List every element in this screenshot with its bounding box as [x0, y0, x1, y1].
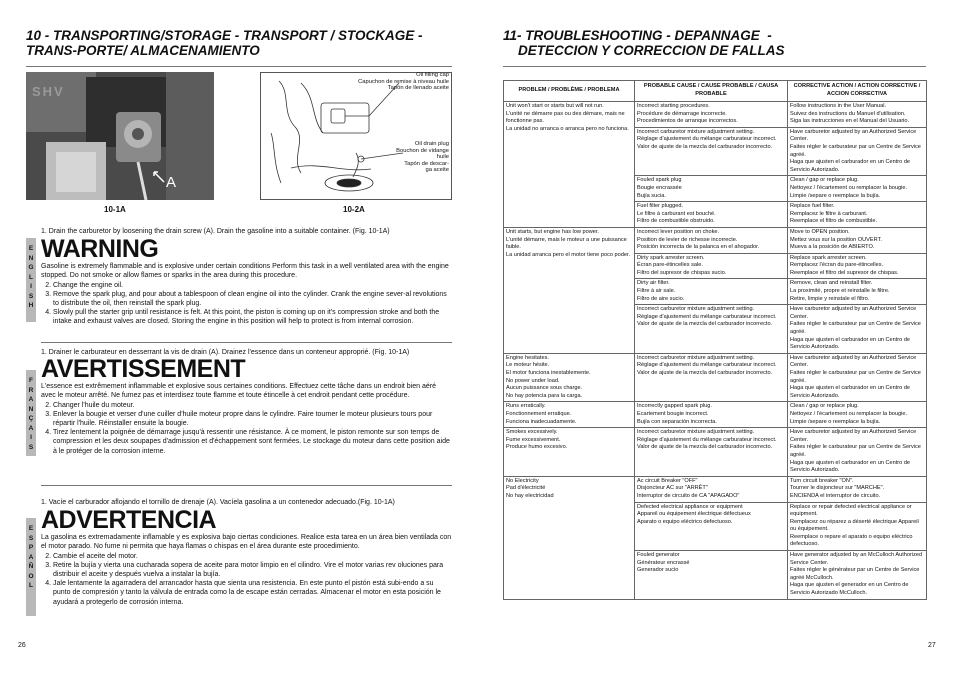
french-spanish-divider [41, 485, 452, 486]
lang-tab-spanish: E S P A Ñ O L [26, 518, 36, 616]
table-row [504, 402, 927, 428]
spanish-steps-list [41, 552, 452, 607]
problem-cell: Unit starts, but engine has low power. L'unité démarre, mais le moteur a une puissance faible. La unidad arranca pero el motor tiene poco poder. [504, 227, 635, 353]
spanish-warning-title: ADVERTENCIA [41, 506, 217, 535]
lang-tab-english: E N G L I S H [26, 238, 36, 322]
cause-cell: Incorrect starting procedures. Procédure de démarrage incorrecte. Procedimientos de arranque incorrectos. [635, 102, 788, 128]
french-warning-title: AVERTISSEMENT [41, 355, 246, 384]
action-cell: Turn circuit breaker "ON". Tourner le disjoncteur sur "MARCHE". ENCIENDA el interruptor de circuito. [788, 476, 927, 502]
cause-cell: Incorrectly gapped spark plug. Ecartement bougie incorrect. Bujía con separación incorrecta. [635, 402, 788, 428]
problem-cell: Runs erratically. Fonctionnement erratique. Funciona inadecuadamente. [504, 402, 635, 428]
french-warning-text: L'essence est extrêmement inflammable et explosive sous certaines conditions. Effectuez cette tâche dans un endroit bien aéré avec le moteur arrêté. Ne fumez pas et interdisez toute flamme et toute étincelle à cet endroit pendant cette procédure. [41, 383, 436, 400]
cause-cell: Incorrect carburetor mixture adjustment setting. Réglage d'ajustement du mélange carburateur incorrect. Valor de ajuste de la mezcla del carburador incorrecto. [635, 353, 788, 402]
cause-cell: Defected electrical appliance or equipment Appareil ou équipement électrique défectueux Aparato o equipo eléctrico defectuoso. [635, 502, 788, 551]
table-row [504, 428, 927, 477]
figure-10-1a-caption: 10-1A [104, 205, 126, 214]
table-row [504, 227, 927, 253]
english-step-2: 2. Change the engine oil. [53, 281, 452, 290]
problem-cell: Unit won't start or starts but will not run. L'unité ne démarre pas ou des démare, mais ne fonctionne pas. La unidad no arranca o arranca pero no funciona. [504, 102, 635, 228]
english-section [41, 227, 452, 327]
troubleshooting-table-container [503, 80, 926, 600]
action-cell: Have carburetor adjusted by an Authorized Service Center. Faites régler le carburateur par un Centre de Service agréé. Haga que ajusten el carburador en un Centro de Servicio Autorizado. [788, 353, 927, 402]
right-page-number: 27 [928, 642, 936, 649]
english-steps-list [41, 281, 452, 327]
french-step-2: 2. Changer l'huile du moteur. [53, 401, 452, 410]
left-heading-rule [26, 66, 452, 67]
spanish-step-3: 3. Retire la bujía y vierta una cucharada sopera de aceite para motor limpio en el cilindro. Vire el motor varias rev oluciones para distribuir el aceite y después vuelva a instalar la bujía. [53, 561, 452, 579]
lang-tab-french: F R A N Ç A I S [26, 370, 36, 456]
figure-10-2a-caption: 10-2A [343, 205, 365, 214]
french-step-1: 1. Drainer le carburateur en desserrant la vis de drain (A). Drainez l'essence dans un conteneur approprié. (Fig. 10-1A) [41, 349, 410, 356]
oil-filling-cap-callout: Oil filling cap Capuchon de remise à niveau huile Tapón de llenado aceite [358, 72, 449, 92]
english-step-1: 1. Drain the carburetor by loosening the drain screw (A). Drain the gasoline into a suitable container. (Fig. 10-1A) [41, 228, 390, 235]
left-page-heading: 10 - TRANSPORTING/STORAGE - TRANSPORT / STOCKAGE - TRANS-PORTE/ ALMACENAMIENTO [26, 28, 423, 58]
action-cell: Have carburetor adjusted by an Authorized Service Center. Faites régler le carburateur par un Centre de Service agréé. Haga que ajusten el carburador en un Centro de Servicio Autorizado. [788, 127, 927, 176]
table-row [504, 476, 927, 502]
spanish-step-1: 1. Vacíe el carburador aflojando el tornillo de drenaje (A). Vacíela gasolina a un contenedor adecuado.(Fig. 10-1A) [41, 499, 395, 506]
action-cell: Have carburetor adjusted by an Authorized Service Center. Faites régler le carburateur par un Centre de Service agréé. Haga que ajusten el carburador en un Centro de Servicio Autorizado. [788, 428, 927, 477]
figure-label-letter-a: A [166, 174, 177, 191]
french-section [41, 348, 452, 456]
cause-cell: Incorrect carburetor mixture adjustment setting. Réglage d'ajustement du mélange carburateur incorrect. Valor de ajuste de la mezcla del carburador incorrecto. [635, 305, 788, 354]
spanish-step-4: 4. Jale lentamente la agarradera del arrancador hasta que sienta una resistencia. En este punto el pistón está subi-endo a su punto de compresión y tanto la válvula de entrada como la de escape están cerradas. Almacenar el motor en esta posición le ayudará a protegerlo de corrosión interna. [53, 579, 452, 607]
action-cell: Replace fuel filter. Remplacez le filtre à carburant. Reemplace el filtro de combustible. [788, 202, 927, 228]
oil-drain-plug-callout: Oil drain plug Bouchon de vidange huile Tapón de descar- ga aceite [396, 141, 449, 174]
table-row [504, 102, 927, 128]
cause-cell: Ac circuit Breaker "OFF" Disjoncteur AC sur "ARRÊT" Interruptor de circuito de CA "APAGADO" [635, 476, 788, 502]
action-cell: Remove, clean and reinstall filter. La proximité, propre et reinstalle le filtre. Retire, limpie y reinstale el filtro. [788, 279, 927, 305]
figure-10-2a-drawing [260, 72, 452, 200]
cause-cell: Incorrect carburetor mixture adjustment setting. Réglage d'ajustement du mélange carburateur incorrect. Valor de ajuste de la mezcla del carburador incorrecto. [635, 428, 788, 477]
cause-cell: Incorrect carburetor mixture adjustment setting. Réglage d'ajustement du mélange carburateur incorrect. Valor de ajuste de la mezcla del carburador incorrecto. [635, 127, 788, 176]
cause-cell: Fouled generator Générateur encrassé Generador sucio [635, 551, 788, 600]
action-cell: Have carburetor adjusted by an Authorized Service Center. Faites régler le carburateur par un Centre de Service agréé. Haga que ajusten el carburador en un Centro de Servicio Autorizado. [788, 305, 927, 354]
french-steps-list [41, 401, 452, 456]
english-step-3: 3. Remove the spark plug, and pour about a tablespoon of clean engine oil into the cylinder. Crank the engine sever-al revolutions to distribute the oil, then reinstall the spark plug. [53, 290, 452, 308]
action-cell: Clean / gap or replace plug. Nettoyez / l'écartement ou remplacer la bougie. Limpie /separe o reemplace la bujía. [788, 176, 927, 202]
cause-cell: Fouled spark plug Bougie encrassée Bujía sucia. [635, 176, 788, 202]
action-cell: Move to OPEN position. Mettez vous sur la position OUVERT. Mueva a la posición de ABIERTO. [788, 227, 927, 253]
french-step-3: 3. Enlever la bougie et verser d'une cuiller d'huile moteur propre dans le cylindre. Faire tourner le moteur plusieurs tours pour répartir l'huile. Réinstaller ensuite la bougie. [53, 410, 452, 428]
cause-cell: Dirty spark arrester screen. Écran pare-étincelles sale. Filtro del supresor de chispas sucio. [635, 253, 788, 279]
column-header-problem: PROBLEM / PROBLÈME / PROBLEMA [504, 81, 635, 102]
problem-cell: Smokes excessively. Fume excessivement. Produce humo excesivo. [504, 428, 635, 477]
action-cell: Have generator adjusted by an McCulloch Authorized Service Center. Faites régler le générateur par un Centre de Service agréé McCulloch. Haga que ajusten el generador en un Centro de Servicio Autorizado McCulloch. [788, 551, 927, 600]
spanish-step-2: 2. Cambie el aceite del motor. [53, 552, 452, 561]
left-page-number: 26 [18, 642, 26, 649]
cause-cell: Dirty air filter. Filtre à air sale. Filtro de aire sucio. [635, 279, 788, 305]
right-page-heading: 11- TROUBLESHOOTING - DEPANNAGE - DETECCION Y CORRECCION DE FALLAS [503, 28, 785, 58]
action-cell: Clean / gap or replace plug. Nettoyez / l'écartement ou remplacer la bougie. Limpie /separe o reemplace la bujía. [788, 402, 927, 428]
action-cell: Replace or repair defected electrical appliance or equipment. Remplacez ou réparez a déserté électrique Appareil ou équipement. Reemplace o repare el aparato o equipo eléctrico defectuoso. [788, 502, 927, 551]
english-warning-title: WARNING [41, 235, 159, 264]
column-header-action: CORRECTIVE ACTION / ACTION CORRECTIVE / ACCION CORRECTIVA [788, 81, 927, 102]
english-warning-text: Gasoline is extremely flammable and is explosive under certain conditions Perform this task in a well ventilated area with the engine stopped. Do not smoke or allow flames or sparks in the area during this procedure. [41, 263, 449, 280]
english-french-divider [41, 342, 452, 343]
spanish-section [41, 498, 452, 607]
column-header-cause: PROBABLE CAUSE / CAUSE PROBABLE / CAUSA PROBABLE [635, 81, 788, 102]
engine-brand-marking: SHV [32, 84, 65, 99]
spanish-warning-text: La gasolina es extremadamente inflamable y es explosiva bajo ciertas condiciones. Realice esta tarea en un área bien ventilada con el motor parado. No fume ni permita que haya flamas o chispas en el área durante este procedimiento. [41, 534, 452, 551]
figure-10-1a-photo [26, 72, 214, 200]
right-heading-rule [503, 66, 926, 67]
action-cell: Replace spark arrester screen. Remplacez l'écran du pare-étincelles. Reemplace el filtro del supresor de chispas. [788, 253, 927, 279]
english-step-4: 4. Slowly pull the starter grip until resistance is felt. At this point, the piston is coming up on it's compression stroke and both the intake and exhaust valves are closed. Storing the engine in this position will help to protect is from internal corrosion. [53, 308, 452, 326]
table-header-row [504, 81, 927, 102]
action-cell: Follow instructions in the User Manual. Suivez des instructions du Manuel d'utilisation. Siga las instrucciones en el Manual del Usuario. [788, 102, 927, 128]
cause-cell: Incorrect lever position on choke. Position de levier de richesse incorrecte. Posición incorrecta de la palanca en el ahogador. [635, 227, 788, 253]
french-step-4: 4. Tirez lentement la poignée de démarrage jusqu'à ressentir une résistance. À ce moment, le piston remonte sur son temps de compression et les deux soupapes d'admission et d'échappement sont fermées. Le stockage du moteur dans cette position aide à le protéger de la corrosion interne. [53, 428, 452, 456]
oil-cap-drain-plug-illustration [261, 73, 451, 199]
troubleshooting-table [503, 80, 927, 600]
table-row [504, 353, 927, 402]
cause-cell: Fuel filter plugged. Le filtre à carburant est bouché. Filtro de combustible obstruido. [635, 202, 788, 228]
problem-cell: No Electricity Pad d'électricité No hay electricidad [504, 476, 635, 599]
problem-cell: Engine hesitates. Le moteur hésite. El motor funciona inestablemente. No power under load. Aucun puissance sous charge. No hay potencia para la carga. [504, 353, 635, 402]
